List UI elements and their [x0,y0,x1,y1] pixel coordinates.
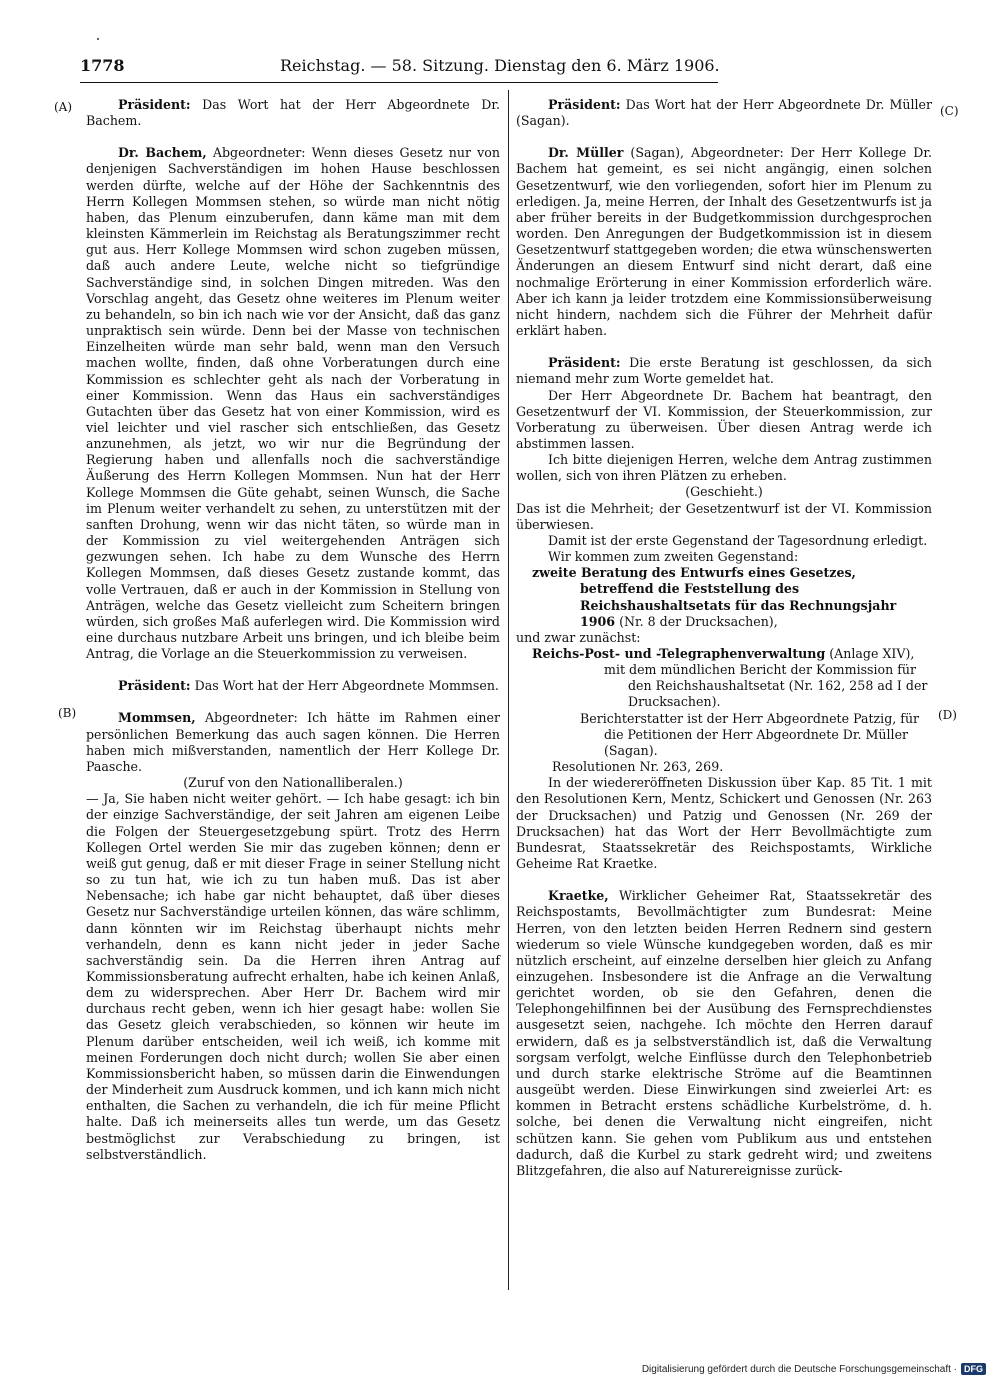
speaker-name: Präsident: [548,97,621,112]
dfg-logo: DFG [961,1363,986,1375]
speech-text: Die erste Beratung ist geschlossen, da sich niemand mehr zum Worte gemeldet hat. [516,355,932,387]
paragraph [86,97,500,129]
interjection: (Geschieht.) [685,484,763,500]
speaker-name: Präsident: [118,678,191,694]
margin-marker-c: (C) [940,104,959,118]
left-column [86,97,500,1163]
paragraph [86,145,500,662]
paragraph [86,710,500,775]
agenda-detail: Berichterstatter ist der Herr Abgeordnete Patzig, für die Petitionen der Herr Abgeordnete Dr. Müller (Sagan). [580,710,920,758]
column-rule [508,90,509,1290]
interjection: (Zuruf von den Nationalliberalen.) [183,775,403,791]
margin-marker-b: (B) [58,706,77,720]
page-number: 1778 [80,56,125,75]
paragraph [516,97,932,129]
paragraph: Damit ist der erste Gegenstand der Tagesordnung erledigt. [548,532,928,548]
margin-marker-a: (A) [54,100,73,114]
footer [642,1363,986,1375]
speech-text: (Sagan), Abgeordneter: Der Herr Kollege Dr. Bachem hat gemeint, es sei nicht angängig, einen solchen Gesetzentwurf, wie den vorliegenden, sofort hier im Plenum zu erledigen. Ja, meine Herren, der Inhalt des Gesetzentwurfs ist ja aber früher bereits in der Budgetkommission durchgesprochen worden. Den Anregungen der Budgetkommission ist in diesem Gesetzentwurf stattgegeben worden; die etwa wünschenswerten Änderungen an diesem Entwurf sind nicht derart, daß eine nochmalige Erörterung in einer Kommission erforderlich wäre. Aber ich kann ja leider trotzdem eine Kommissionsüberweisung nicht hindern, nachdem sich die Führer der Mehrheit dafür erklärt haben. [516,145,932,339]
paragraph: Der Herr Abgeordnete Dr. Bachem hat beantragt, den Gesetzentwurf der VI. Kommission, der Steuerkommission, zur Vorberatung zu überweisen. Über diesen Antrag werde ich abstimmen lassen. [516,387,932,451]
margin-marker-d: (D) [938,708,957,722]
paragraph: In der wiedereröffneten Diskussion über Kap. 85 Tit. 1 mit den Resolutionen Kern, Mentz, Schickert und Genossen (Nr. 263 der Drucksachen) und Patzig und Genossen (Nr. 269 der Drucksachen) hat das Wort der Herr Bevollmächtigte zum Bundesrat, Staatssekretär des Reichspostamts, Wirkliche Geheime Rat Kraetke. [516,775,932,872]
paragraph: — Ja, Sie haben nicht weiter gehört. — Ich habe gesagt: ich bin der einzige Sachverständige, der seit Jahren am eigenen Leibe die Folgen der Steuergesetzgebung spürt. Trotz des Herrn Kollegen Ortel werden Sie mir das zugeben können; denn er weiß gut genug, daß er mit dieser Frage in seiner Stellung nicht so zu tun hat, wie ich zu tun haben muß. Das ist aber Nebensache; ich habe gar nicht behauptet, daß über dieses Gesetz nur Sachverständige urteilen können, das wäre schlimm, dann könnten wir im Reichstag überhaupt nichts mehr verhandeln, denn es kann nicht jeder in jeder Sache sachverständig sein. Da die Herren ihren Antrag auf Kommissionsberatung aufrecht erhalten, habe ich keinen Anlaß, dem zu widersprechen. Aber Herr Dr. Bachem wird mir durchaus recht geben, wenn ich hier gesagt habe: wollen Sie das Gesetz gleich verabschieden, so können wir heute im Plenum darüber entscheiden, weil ich weiß, ich komme mit meinen Forderungen doch nicht durch; wollen Sie aber einen Kommissionsbericht haben, so müssen darin die Einwendungen der Minderheit zum Ausdruck kommen, und ich kann mich nicht enthalten, die Sachen zu verhandeln, die ich für meine Pflicht halte. Daß ich meinerseits alles tun werde, um das Gesetz bestmöglichst zur Verabschiedung zu bringen, ist selbstverständlich. [86,791,500,1162]
agenda-detail: Resolutionen Nr. 263, 269. [552,759,724,775]
footer-credit: Digitalisierung gefördert durch die Deutsche Forschungsgemeinschaft · [641,1363,957,1375]
speech-text: Das Wort hat der Herr Abgeordnete Dr. Müller (Sagan). [516,97,932,129]
speaker-name: Kraetke, [548,888,609,904]
speech-text: Abgeordneter: Ich hätte im Rahmen einer persönlichen Bemerkung das auch sagen können. Die Herren haben mich mißverstanden, namentlich der Herr Kollege Dr. Paasche. [86,710,500,774]
paragraph: und zwar zunächst: [516,629,641,645]
speech-text: Wirklicher Geheimer Rat, Staatssekretär des Reichspostamts, Bevollmächtigter zum Bundesrat: Meine Herren, von den letzten beiden Herren Rednern sind gestern wiederum so viele Wünsche kundgegeben worden, daß es mir nützlich erscheint, auf einzelne derselben hier gleich zu Anfang einzugehen. Insbesondere ist die Anfrage an die Verwaltung gerichtet worden, ob sie den Gefahren, denen die Telephongehilfinnen bei der Ausübung des Fernsprechdienstes ausgesetzt seien, nachgehe. Ich möchte den Herren darauf erwidern, daß es ja selbstverständlich ist, daß die Verwaltung sorgsam verfolgt, welche Einflüsse durch den Telephonbetrieb und durch starke elektrische Ströme auf die Beamtinnen ausgeübt werden. Diese Einwirkungen sind zweierlei Art: es kommen in Betracht erstens schädliche Kurbelströme, d. h. solche, bei denen die Verwaltung nicht eingreifen, nicht schützen kann. Sie gehen vom Publikum aus und entstehen dadurch, daß die Kurbel zu stark gedreht wird; und zweitens Blitzgefahren, die also auf Naturereignisse zurück- [516,888,932,1178]
scan-speck [97,38,99,40]
speaker-name: Mommsen, [118,710,196,726]
paragraph [516,145,932,339]
paragraph: Ich bitte diejenigen Herren, welche dem Antrag zustimmen wollen, sich von ihren Plätzen zu erheben. [516,452,932,484]
speech-text: Das Wort hat der Herr Abgeordnete Dr. Bachem. [86,97,500,129]
paragraph: Wir kommen zum zweiten Gegenstand: [548,549,799,565]
speech-text: Das Wort hat der Herr Abgeordnete Mommsen. [190,678,499,694]
agenda-ref: (Nr. 8 der Drucksachen), [615,613,778,629]
speaker-name: Präsident: [118,97,191,112]
agenda-ref: (Anlage XIV), [825,646,915,661]
speaker-name: Dr. Bachem, [118,145,207,161]
paragraph [86,678,500,694]
right-column [516,97,932,1179]
speech-text: Abgeordneter: Wenn dieses Gesetz nur von denjenigen Sachverständigen im hohen Hause beschlossen werden dürfte, welche auf der Höhe der Sachkenntnis des Herrn Kollegen Mommsen stehen, so würde man nicht nötig haben, das Plenum einzuberufen, dann käme man mit dem kleinsten Kämmerlein im Reichstag als Beratungszimmer recht gut aus. Herr Kollege Mommsen wird schon zugeben müssen, daß auch andere Leute, welche nicht so tiefgründige Sachverständige sind, in solchen Dingen mitreden. Was den Vorschlag angeht, das Gesetz ohne weiteres im Plenum weiter zu behandeln, so bin ich nach wie vor der Ansicht, daß das ganz unpraktisch sein würde. Denn bei der Masse von technischen Einzelheiten würde man sehr bald, wenn man den Versuch machen wollte, finden, daß ohne Vorberatungen durch eine Kommission es schlechter geht als nach der Vorberatung in einer Kommission. Wenn das Haus ein sachverständiges Gutachten über das Gesetz hat von einer Kommission, wird es viel leichter und viel rascher sich entschließen, das Gesetz anzunehmen, als jetzt, wo wir nur die Begründung der Regierung haben und allenfalls noch die sachverständige Äußerung des Herrn Kollegen Mommsen. Nun hat der Herr Kollege Mommsen die Güte gehabt, seinen Wunsch, die Sache im Plenum weiter verhandelt zu sehen, zu unterstützen mit der sanften Drohung, wenn wir das nicht täten, so würde man in der Kommission zu viel weitergehenden Anträgen sich gezwungen sehen. Ich habe zu dem Wunsche des Herrn Kollegen Mommsen, daß dieses Gesetz zustande kommt, das volle Vertrauen, daß er auch in der Kommission in Stellung von Anträgen, welche das Gesetz vielleicht zum Scheitern bringen würden, sich großes Maß auferlegen wird. Die Kommission wird eine durchaus nutzbare Arbeit uns bringen, und ich bleibe beim Antrag, die Vorlage an die Steuerkommission zu verweisen. [86,145,500,662]
page-header [80,52,718,83]
paragraph: Das ist die Mehrheit; der Gesetzentwurf ist der VI. Kommission überwiesen. [516,500,932,532]
paragraph [516,888,932,1179]
running-head: Reichstag. — 58. Sitzung. Dienstag den 6. März 1906. [280,56,720,75]
agenda-item [516,565,932,630]
speaker-name: Dr. Müller [548,145,624,161]
agenda-detail: mit dem mündlichen Bericht der Kommission für den Reichshaushaltsetat (Nr. 162, 258 ad I der Drucksachen). [604,662,928,710]
agenda-title: zweite Beratung des Entwurfs eines Gesetzes, betreffend die Feststellung des Reichshaushaltsetats für das Rechnungsjahr 1906 [532,565,897,629]
agenda-subtitle: Reichs-Post- und -Telegraphenverwaltung [532,646,826,661]
agenda-subitem [516,646,932,662]
speaker-name: Präsident: [548,355,621,371]
paragraph [516,355,932,387]
